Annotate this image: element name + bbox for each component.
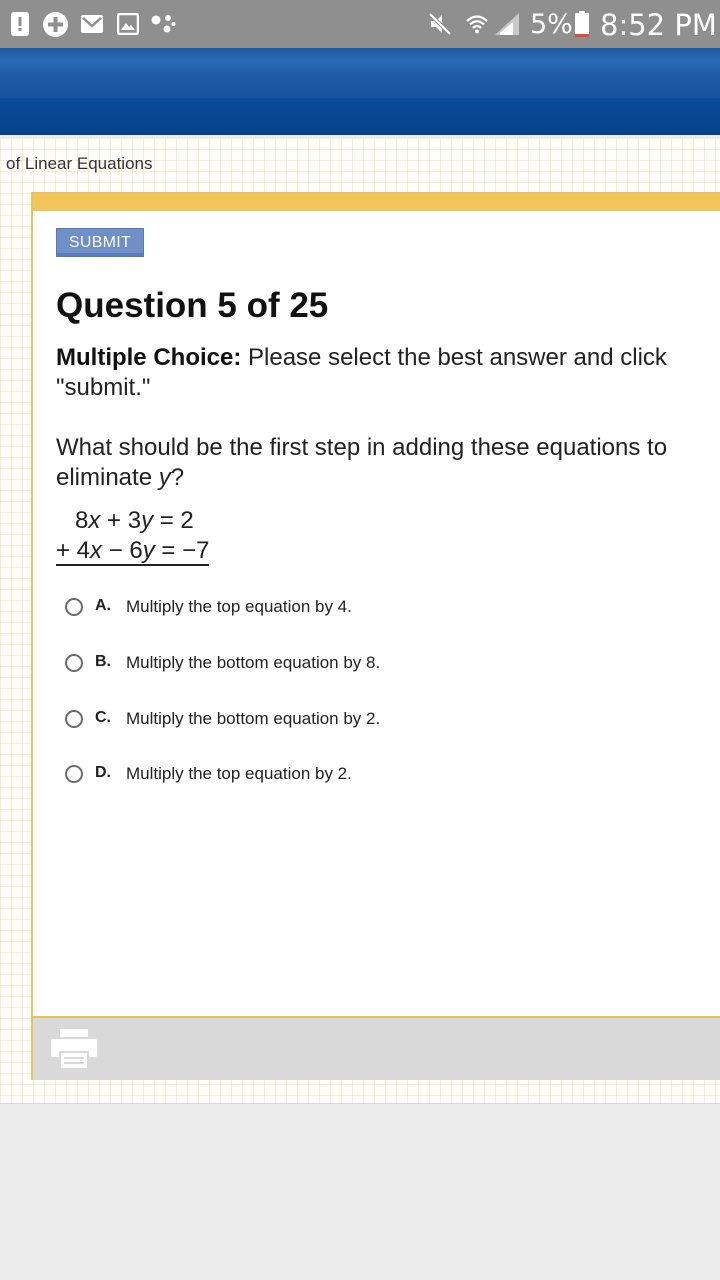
panel-top-bar (33, 194, 720, 211)
eq-top-rhs: = 2 (153, 507, 194, 534)
instructions-label: Multiple Choice: (56, 344, 242, 371)
plus-circle-icon (42, 0, 69, 48)
status-time: 8:52 PM (600, 8, 717, 42)
radio-button[interactable] (65, 598, 83, 616)
eq-top-coef-y: + 3 (100, 507, 142, 534)
quiz-panel (31, 192, 720, 1080)
eq-top-var-y: y (141, 507, 154, 534)
question-text (56, 433, 711, 493)
eq-bottom-rhs: = −7 (154, 537, 210, 564)
choice-text: Multiply the bottom equation by 8. (126, 653, 381, 672)
radio-button[interactable] (65, 765, 83, 783)
eq-top-var-x: x (88, 507, 101, 534)
instructions-text: Please select the best answer and click "submit." (56, 344, 667, 401)
eq-bottom-coef-y: − 6 (102, 537, 143, 564)
panel-footer (33, 1016, 720, 1080)
choice-b[interactable] (65, 648, 665, 678)
signal-icon (494, 0, 520, 48)
question-variable: y (158, 464, 171, 491)
choice-text: Multiply the bottom equation by 2. (126, 709, 381, 728)
equation-bottom (56, 537, 209, 566)
choice-letter: B. (95, 652, 111, 670)
eq-bottom-var-x: x (90, 537, 103, 564)
choice-a[interactable] (65, 592, 665, 622)
choice-d[interactable] (65, 759, 665, 789)
dots-icon (150, 0, 176, 48)
instructions (56, 343, 706, 403)
choice-text: Multiply the top equation by 4. (126, 597, 352, 616)
question-title: Question 5 of 25 (56, 286, 329, 325)
eq-bottom-coef-x: + 4 (56, 537, 91, 564)
choice-text: Multiply the top equation by 2. (126, 764, 352, 783)
wifi-icon (465, 0, 489, 48)
choice-letter: C. (95, 708, 111, 726)
breadcrumb: of Linear Equations (6, 154, 153, 173)
question-prefix: What should be the first step in adding these equations to eliminate (56, 434, 668, 491)
question-suffix: ? (170, 464, 185, 491)
radio-button[interactable] (65, 710, 83, 728)
submit-button[interactable]: SUBMIT (56, 228, 144, 257)
battery-percent: 5% (530, 9, 573, 40)
status-bar (0, 0, 720, 48)
alert-icon (10, 0, 30, 48)
choice-letter: D. (95, 763, 111, 781)
battery-icon (575, 0, 589, 48)
choice-letter: A. (95, 596, 111, 614)
app-header-band (0, 98, 720, 135)
content-area (0, 138, 720, 1104)
equation-system (56, 506, 209, 566)
radio-button[interactable] (65, 654, 83, 672)
gmail-icon (80, 0, 104, 48)
choice-c[interactable] (65, 704, 665, 734)
eq-bottom-var-y: y (142, 537, 155, 564)
equation-top (56, 506, 209, 536)
print-icon[interactable] (51, 1029, 97, 1074)
mute-icon (428, 0, 452, 48)
eq-top-coef-x: 8 (75, 507, 89, 534)
gallery-icon (117, 0, 139, 48)
app-header (0, 48, 720, 135)
